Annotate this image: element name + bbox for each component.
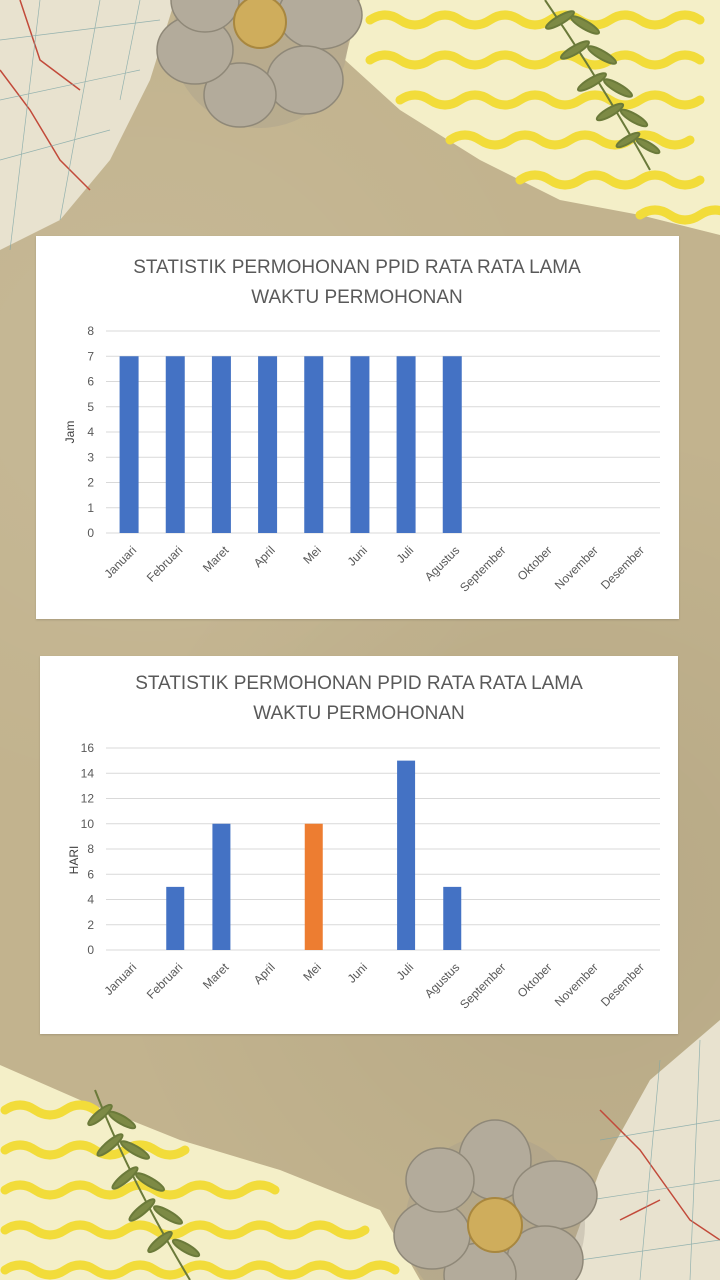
x-tick-label: Oktober xyxy=(514,543,555,584)
y-tick-label: 4 xyxy=(87,892,94,907)
yellow-paper-bottom-left xyxy=(0,1065,420,1280)
y-tick-label: 6 xyxy=(87,374,94,389)
y-axis-label: HARI xyxy=(67,845,81,875)
dried-flower-bottom xyxy=(394,1120,597,1280)
chart-title-line-2: WAKTU PERMOHONAN xyxy=(253,703,465,724)
x-tick-label: Juli xyxy=(393,543,417,566)
y-tick-label: 16 xyxy=(80,741,94,755)
bar-mei xyxy=(305,824,323,950)
y-tick-label: 3 xyxy=(87,450,94,465)
x-tick-label: November xyxy=(551,960,601,1010)
x-tick-label: Juni xyxy=(344,543,371,569)
map-fragment-top-left xyxy=(0,0,175,250)
chart-jam xyxy=(36,236,679,619)
x-tick-label: Maret xyxy=(199,543,232,575)
x-tick-label: April xyxy=(250,960,278,988)
x-tick-label: Februari xyxy=(143,543,186,585)
y-tick-label: 10 xyxy=(80,816,94,831)
x-tick-label: Agustus xyxy=(421,960,463,1001)
y-tick-label: 5 xyxy=(87,399,94,414)
x-tick-label: Juni xyxy=(344,960,371,986)
y-tick-label: 0 xyxy=(87,526,94,540)
x-tick-label: Oktober xyxy=(514,960,555,1001)
y-tick-label: 6 xyxy=(87,867,94,882)
bar-juli xyxy=(397,761,415,950)
y-tick-label: 8 xyxy=(87,324,94,338)
bar-agustus xyxy=(443,887,461,950)
x-tick-label: April xyxy=(250,543,278,571)
x-tick-label: Januari xyxy=(101,543,140,581)
x-tick-label: Desember xyxy=(597,543,648,593)
chart-panel-hari xyxy=(40,656,678,1034)
chart-title-line-1: STATISTIK PERMOHONAN PPID RATA RATA LAMA xyxy=(133,257,581,278)
x-tick-label: Februari xyxy=(143,960,186,1002)
x-tick-label: Juli xyxy=(393,960,417,983)
bar-februari xyxy=(166,887,184,950)
bar-juni xyxy=(350,356,369,533)
y-tick-label: 2 xyxy=(87,917,94,932)
y-tick-label: 8 xyxy=(87,842,94,856)
x-tick-label: Mei xyxy=(300,960,324,984)
top-collage xyxy=(0,0,720,250)
bar-februari xyxy=(166,356,185,533)
y-tick-label: 2 xyxy=(87,475,94,490)
dried-flower-top xyxy=(157,0,362,128)
x-tick-label: Agustus xyxy=(421,543,463,584)
y-tick-label: 14 xyxy=(80,766,94,781)
chart-hari xyxy=(40,656,678,1034)
y-tick-label: 1 xyxy=(87,500,94,515)
bar-mei xyxy=(304,356,323,533)
y-tick-label: 12 xyxy=(80,791,94,806)
bar-maret xyxy=(212,356,231,533)
bar-april xyxy=(258,356,277,533)
y-tick-label: 7 xyxy=(87,349,94,364)
x-tick-label: Mei xyxy=(300,543,324,567)
x-tick-label: Desember xyxy=(597,960,648,1010)
chart-panel-jam xyxy=(36,236,679,619)
bar-maret xyxy=(212,824,230,950)
bottom-collage xyxy=(0,1020,720,1280)
bar-juli xyxy=(397,356,416,533)
y-axis-label: Jam xyxy=(63,420,77,444)
y-tick-label: 0 xyxy=(87,943,94,957)
bar-januari xyxy=(120,356,139,533)
bar-agustus xyxy=(443,356,462,533)
x-tick-label: September xyxy=(457,543,509,595)
chart-title-line-2: WAKTU PERMOHONAN xyxy=(251,287,463,308)
x-tick-label: November xyxy=(551,543,601,593)
chart-title-line-1: STATISTIK PERMOHONAN PPID RATA RATA LAMA xyxy=(135,673,583,694)
y-tick-label: 4 xyxy=(87,425,94,439)
x-tick-label: Maret xyxy=(199,960,232,992)
x-tick-label: September xyxy=(457,960,509,1012)
yellow-paper-top-right xyxy=(345,0,720,235)
x-tick-label: Januari xyxy=(101,960,140,998)
